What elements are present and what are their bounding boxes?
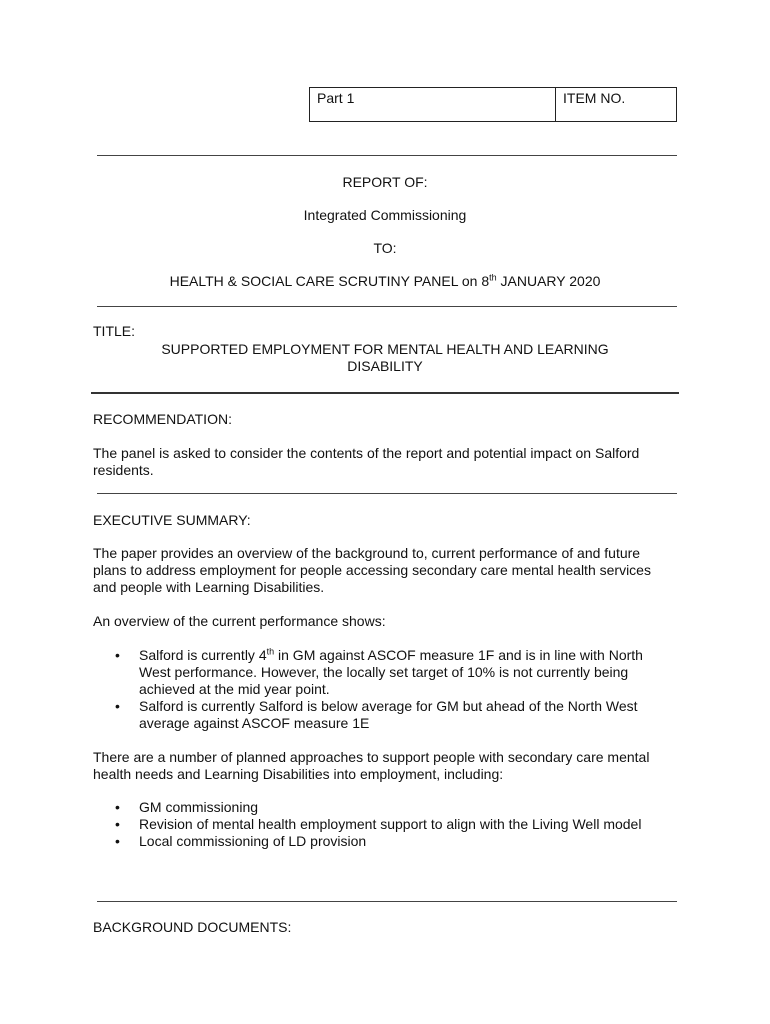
list-item: • Revision of mental health employment support to align with the Living Well model	[93, 816, 677, 833]
recommendation-label: RECOMMENDATION:	[93, 411, 232, 427]
background-documents-label: BACKGROUND DOCUMENTS:	[93, 919, 292, 935]
to-label: TO:	[373, 240, 397, 256]
report-of-label: REPORT OF:	[342, 174, 428, 190]
part-cell: Part 1	[310, 88, 556, 121]
item-no-cell: ITEM NO.	[563, 90, 626, 106]
panel-prefix: HEALTH & SOCIAL CARE SCRUTINY PANEL on 8	[169, 273, 490, 289]
divider-thick	[91, 392, 679, 394]
title-line-2: DISABILITY	[347, 358, 423, 374]
divider	[97, 155, 677, 156]
divider	[97, 306, 677, 307]
executive-summary-para-3: There are a number of planned approaches to support people with secondary care mental health needs and Learning Disabilities into employment, including:	[93, 749, 650, 782]
panel-suffix: JANUARY 2020	[496, 273, 601, 289]
panel-line	[93, 273, 677, 290]
executive-summary-para-2: An overview of the current performance shows:	[93, 613, 386, 629]
executive-summary-label: EXECUTIVE SUMMARY:	[93, 512, 251, 528]
divider	[97, 901, 677, 902]
approaches-bullet-list	[93, 799, 677, 850]
divider	[97, 493, 677, 494]
department-name: Integrated Commissioning	[303, 207, 467, 223]
part-item-table	[309, 87, 677, 122]
title-line-1: SUPPORTED EMPLOYMENT FOR MENTAL HEALTH AND LEARNING	[161, 341, 609, 357]
panel-sup: th	[489, 272, 497, 283]
list-item: • GM commissioning	[93, 799, 677, 816]
list-item: • Salford is currently Salford is below average for GM but ahead of the North West average against ASCOF measure 1E	[93, 698, 677, 732]
list-item: • Salford is currently 4th in GM against ASCOF measure 1F and is in line with North West performance. However, the locally set target of 10% is not currently being achieved at the mid year point.	[93, 647, 677, 698]
list-item: • Local commissioning of LD provision	[93, 833, 677, 850]
recommendation-text: The panel is asked to consider the contents of the report and potential impact on Salford residents.	[93, 445, 640, 478]
executive-summary-para-1: The paper provides an overview of the background to, current performance of and future plans to address employment for people accessing secondary care mental health services and people with Learning Disabilities.	[93, 545, 651, 595]
performance-bullet-list	[93, 647, 677, 732]
title-label: TITLE:	[93, 323, 136, 339]
